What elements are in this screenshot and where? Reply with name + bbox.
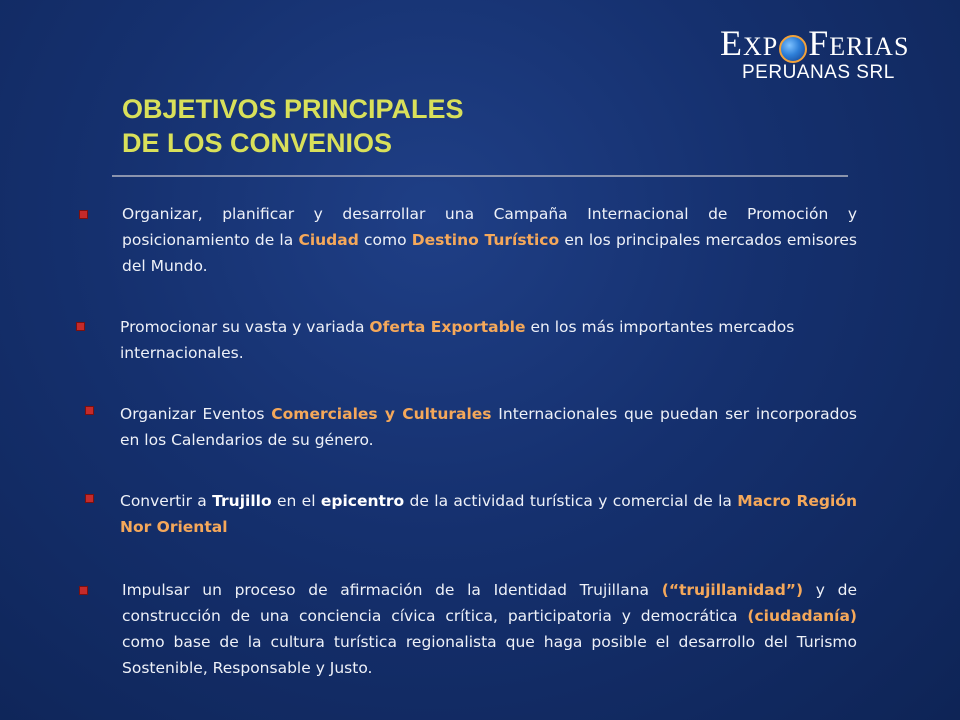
objective-4-text: Convertir a [120,492,213,510]
title-line-2: DE LOS CONVENIOS [122,128,393,158]
objective-2-highlight-oferta: Oferta Exportable [369,318,526,336]
objective-4-highlight-trujillo: Trujillo [212,492,272,510]
bullet-marker-icon [85,494,94,503]
slide-title [122,92,464,160]
objective-4-highlight-epicentro: epicentro [320,492,405,510]
objective-item-3 [120,401,857,453]
objective-1-text-3: en los principales mercados emisores del Mundo. [122,231,857,275]
objective-3-text-2: Internacionales que puedan ser incorporados en los Calendarios de su género. [120,405,857,449]
objective-1-text-2: como [358,231,412,249]
objective-item-1 [122,201,857,279]
title-divider [112,175,848,177]
objective-1-highlight-ciudad: Ciudad [298,231,359,249]
expoferias-logo [720,22,920,82]
objective-1-text: Organizar, planificar y desarrollar una Campaña Internacional de Promoción y posicionamiento de la [122,205,857,249]
logo-letter-e: E [720,23,743,63]
logo-letters-xp: XP [743,32,779,61]
bullet-marker-icon [76,322,85,331]
objective-3-text: Organizar Eventos [120,405,272,423]
objective-2-text-2: en los más importantes mercados internacionales. [120,318,795,362]
objective-item-4 [120,488,857,540]
objective-4-text-3: de la actividad turística y comercial de la [404,492,738,510]
objective-item-5 [122,577,857,681]
objective-1-highlight-destino: Destino Turístico [411,231,560,249]
bullet-marker-icon [85,406,94,415]
logo-wordmark [720,22,909,65]
logo-letters-erias: ERIAS [829,32,910,61]
objective-5-highlight-trujillanidad: (“trujillanidad”) [661,581,804,599]
objective-item-2 [120,314,857,366]
logo-letter-f: F [808,23,830,63]
objective-4-highlight-macro-region: Macro Región Nor Oriental [120,492,857,536]
objective-4-text-2: en el [271,492,321,510]
bullet-marker-icon [79,210,88,219]
objective-5-text-2: y de construcción de una conciencia cívica crítica, participatoria y democrática [122,581,857,625]
bullet-marker-icon [79,586,88,595]
objective-5-text: Impulsar un proceso de afirmación de la Identidad Trujillana [122,581,662,599]
objective-5-highlight-ciudadania: (ciudadanía) [747,607,857,625]
title-line-1: OBJETIVOS PRINCIPALES [122,94,464,124]
logo-subtitle: PERUANAS SRL [742,62,895,83]
objective-5-text-3: como base de la cultura turística regionalista que haga posible el desarrollo del Turismo Sostenible, Responsable y Justo. [122,633,857,677]
objective-2-text: Promocionar su vasta y variada [120,318,370,336]
objective-3-highlight-eventos: Comerciales y Culturales [271,405,492,423]
globe-icon [779,35,807,63]
